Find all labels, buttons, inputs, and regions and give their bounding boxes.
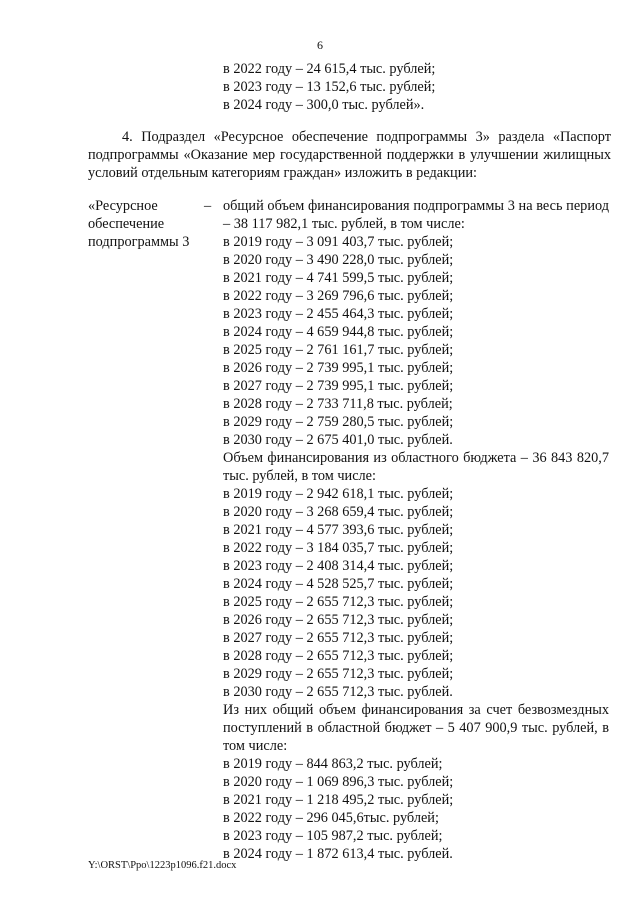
grants-line: в 2021 году – 1 218 495,2 тыс. рублей; xyxy=(223,792,454,808)
total-funding-line: в 2025 году – 2 761 161,7 тыс. рублей; xyxy=(223,342,454,358)
total-funding-line: в 2028 году – 2 733 711,8 тыс. рублей; xyxy=(223,396,453,412)
regional-budget-line: в 2029 году – 2 655 712,3 тыс. рублей; xyxy=(223,666,454,682)
resource-label: «Ресурсное обеспечение подпрограммы 3 xyxy=(88,198,190,250)
regional-budget-line: в 2020 году – 3 268 659,4 тыс. рублей; xyxy=(223,504,454,520)
resource-details xyxy=(223,197,609,863)
regional-budget-line: в 2026 году – 2 655 712,3 тыс. рублей; xyxy=(223,612,454,628)
total-funding-line: в 2019 году – 3 091 403,7 тыс. рублей; xyxy=(223,234,454,250)
total-funding-line: в 2023 году – 2 455 464,3 тыс. рублей; xyxy=(223,306,454,322)
grants-line: в 2024 году – 1 872 613,4 тыс. рублей. xyxy=(223,846,453,862)
regional-budget-line: в 2027 году – 2 655 712,3 тыс. рублей; xyxy=(223,630,454,646)
regional-budget-line: в 2019 году – 2 942 618,1 тыс. рублей; xyxy=(223,486,454,502)
regional-budget-line: в 2023 году – 2 408 314,4 тыс. рублей; xyxy=(223,558,454,574)
total-funding-line: в 2026 году – 2 739 995,1 тыс. рублей; xyxy=(223,360,454,376)
regional-budget-header: Объем финансирования из областного бюджета – 36 843 820,7 тыс. рублей, в том числе: xyxy=(223,450,609,484)
file-path-footer: Y:\ORST\Ppo\1223p1096.f21.docx xyxy=(88,860,237,871)
regional-budget-line: в 2021 году – 4 577 393,6 тыс. рублей; xyxy=(223,522,454,538)
intro-year-list xyxy=(223,60,435,114)
total-funding-line: в 2020 году – 3 490 228,0 тыс. рублей; xyxy=(223,252,454,268)
grants-header: Из них общий объем финансирования за счет безвозмездных поступлений в областной бюджет – 5 407 900,9 тыс. рублей, в том числе: xyxy=(223,702,609,754)
total-funding-line: в 2029 году – 2 759 280,5 тыс. рублей; xyxy=(223,414,454,430)
regional-budget-line: в 2030 году – 2 655 712,3 тыс. рублей. xyxy=(223,684,453,700)
page-number: 6 xyxy=(317,38,323,52)
label-dash: – xyxy=(204,198,212,214)
regional-budget-line: в 2025 году – 2 655 712,3 тыс. рублей; xyxy=(223,594,454,610)
grants-line: в 2019 году – 844 863,2 тыс. рублей; xyxy=(223,756,443,772)
total-funding-line: в 2021 году – 4 741 599,5 тыс. рублей; xyxy=(223,270,454,286)
intro-line: в 2023 году – 13 152,6 тыс. рублей; xyxy=(223,79,436,95)
regional-budget-line: в 2028 году – 2 655 712,3 тыс. рублей; xyxy=(223,648,454,664)
total-funding-line: в 2024 году – 4 659 944,8 тыс. рублей; xyxy=(223,324,454,340)
total-funding-line: в 2022 году – 3 269 796,6 тыс. рублей; xyxy=(223,288,454,304)
grants-line: в 2022 году – 296 045,6тыс. рублей; xyxy=(223,810,439,826)
paragraph-4: 4. Подраздел «Ресурсное обеспечение подпрограммы 3» раздела «Паспорт подпрограммы «Оказание мер государственной поддержки в улучшении жилищных условий отдельным категориям граждан» изложить в редакции: xyxy=(88,129,611,181)
total-funding-header: общий объем финансирования подпрограммы 3 на весь период – 38 117 982,1 тыс. рублей, в том числе: xyxy=(223,198,609,232)
total-funding-line: в 2030 году – 2 675 401,0 тыс. рублей. xyxy=(223,432,453,448)
grants-line: в 2023 году – 105 987,2 тыс. рублей; xyxy=(223,828,443,844)
grants-line: в 2020 году – 1 069 896,3 тыс. рублей; xyxy=(223,774,454,790)
regional-budget-line: в 2024 году – 4 528 525,7 тыс. рублей; xyxy=(223,576,454,592)
total-funding-line: в 2027 году – 2 739 995,1 тыс. рублей; xyxy=(223,378,454,394)
intro-line: в 2022 году – 24 615,4 тыс. рублей; xyxy=(223,61,436,77)
regional-budget-line: в 2022 году – 3 184 035,7 тыс. рублей; xyxy=(223,540,454,556)
intro-line: в 2024 году – 300,0 тыс. рублей». xyxy=(223,97,425,113)
